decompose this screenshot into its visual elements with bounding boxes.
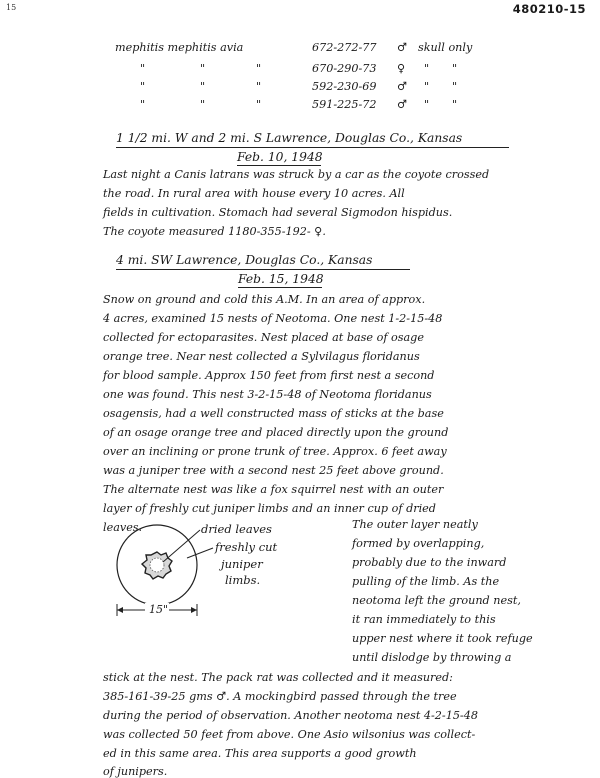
- label-inner: dried leaves: [201, 522, 272, 536]
- specimen-measurements: 591-225-72: [312, 98, 377, 111]
- ditto-mark: ": [200, 62, 206, 75]
- page-number: 15: [6, 3, 17, 12]
- ditto-mark: ": [200, 98, 206, 111]
- entry-line: collected for ectoparasites. Nest placed at base of osage: [103, 331, 424, 344]
- side-line: formed by overlapping,: [352, 537, 485, 550]
- side-line: probably due to the inward: [352, 556, 507, 569]
- dimension-arrow-right: [191, 607, 197, 613]
- date-underline: [237, 165, 321, 166]
- entry-date: Feb. 15, 1948: [238, 272, 324, 286]
- side-line: it ran immediately to this: [352, 613, 496, 626]
- specimen-sex: ♂: [397, 41, 408, 54]
- entry-line: during the period of observation. Another neotoma nest 4-2-15-48: [103, 709, 478, 722]
- entry-line: stick at the nest. The pack rat was collected and it measured:: [103, 671, 453, 684]
- side-line: upper nest where it took refuge: [352, 632, 533, 645]
- entry-location: 4 mi. SW Lawrence, Douglas Co., Kansas: [116, 253, 373, 267]
- ditto-mark: ": [452, 62, 458, 75]
- entry-line: over an inclining or prone trunk of tree. Approx. 6 feet away: [103, 445, 447, 458]
- date-underline: [238, 287, 322, 288]
- specimen-note: skull only: [418, 41, 473, 54]
- specimen-measurements: 592-230-69: [312, 80, 377, 93]
- location-underline: [116, 147, 509, 148]
- ditto-mark: ": [452, 98, 458, 111]
- location-underline: [116, 269, 410, 270]
- ditto-mark: ": [256, 62, 262, 75]
- side-line: neotoma left the ground nest,: [352, 594, 521, 607]
- entry-date: Feb. 10, 1948: [237, 150, 323, 164]
- ditto-mark: ": [200, 80, 206, 93]
- entry-line: osagensis, had a well constructed mass of sticks at the base: [103, 407, 444, 420]
- ditto-mark: ": [140, 62, 146, 75]
- ditto-mark: ": [140, 98, 146, 111]
- entry-line: The alternate nest was like a fox squirrel nest with an outer: [103, 483, 444, 496]
- specimen-name: mephitis mephitis avia: [115, 41, 244, 54]
- entry-line: for blood sample. Approx 150 feet from first nest a second: [103, 369, 435, 382]
- dimension-label: 15": [149, 603, 169, 616]
- ditto-mark: ": [424, 98, 430, 111]
- ditto-mark: ": [452, 80, 458, 93]
- specimen-sex: ♂: [397, 80, 408, 93]
- ditto-mark: ": [256, 98, 262, 111]
- entry-line: Last night a Canis latrans was struck by a car as the coyote crossed: [103, 168, 490, 181]
- limbs-pointer-line: [187, 548, 213, 558]
- entry-line: leaves.: [103, 521, 143, 534]
- ditto-mark: ": [256, 80, 262, 93]
- document-id: 480210-15: [512, 2, 586, 16]
- dimension-arrow-left: [117, 607, 123, 613]
- entry-line: The coyote measured 1180-355-192- ♀.: [103, 225, 326, 238]
- ditto-mark: ": [424, 62, 430, 75]
- label-outer-1: freshly cut: [215, 540, 278, 554]
- nest-diagram: [95, 520, 335, 620]
- entry-line: orange tree. Near nest collected a Sylvilagus floridanus: [103, 350, 420, 363]
- entry-line: ed in this same area. This area supports a good growth: [103, 747, 417, 760]
- specimen-measurements: 670-290-73: [312, 62, 377, 75]
- label-outer-2: juniper: [221, 557, 263, 571]
- entry-line: was collected 50 feet from above. One Asio wilsonius was collect-: [103, 728, 476, 741]
- specimen-measurements: 672-272-77: [312, 41, 377, 54]
- specimen-sex: ♂: [397, 98, 408, 111]
- side-line: pulling of the limb. As the: [352, 575, 500, 588]
- entry-line: the road. In rural area with house every 10 acres. All: [103, 187, 405, 200]
- entry-line: of an osage orange tree and placed directly upon the ground: [103, 426, 449, 439]
- entry-line: 385-161-39-25 gms ♂. A mockingbird passed through the tree: [103, 690, 457, 703]
- entry-line: of junipers.: [103, 765, 168, 778]
- side-line: The outer layer neatly: [352, 518, 478, 531]
- entry-line: 4 acres, examined 15 nests of Neotoma. One nest 1-2-15-48: [103, 312, 443, 325]
- entry-line: Snow on ground and cold this A.M. In an area of approx.: [103, 293, 426, 306]
- label-outer-3: limbs.: [225, 573, 261, 587]
- ditto-mark: ": [424, 80, 430, 93]
- side-line: until dislodge by throwing a: [352, 651, 512, 664]
- entry-line: fields in cultivation. Stomach had several Sigmodon hispidus.: [103, 206, 453, 219]
- entry-line: one was found. This nest 3-2-15-48 of Neotoma floridanus: [103, 388, 432, 401]
- entry-line: layer of freshly cut juniper limbs and an inner cup of dried: [103, 502, 436, 515]
- ditto-mark: ": [140, 80, 146, 93]
- inner-cup-center: [150, 558, 164, 572]
- entry-line: was a juniper tree with a second nest 25 feet above ground.: [103, 464, 444, 477]
- leaves-pointer-line: [163, 530, 200, 562]
- entry-location: 1 1/2 mi. W and 2 mi. S Lawrence, Douglas Co., Kansas: [116, 131, 463, 145]
- specimen-sex: ♀: [397, 62, 406, 75]
